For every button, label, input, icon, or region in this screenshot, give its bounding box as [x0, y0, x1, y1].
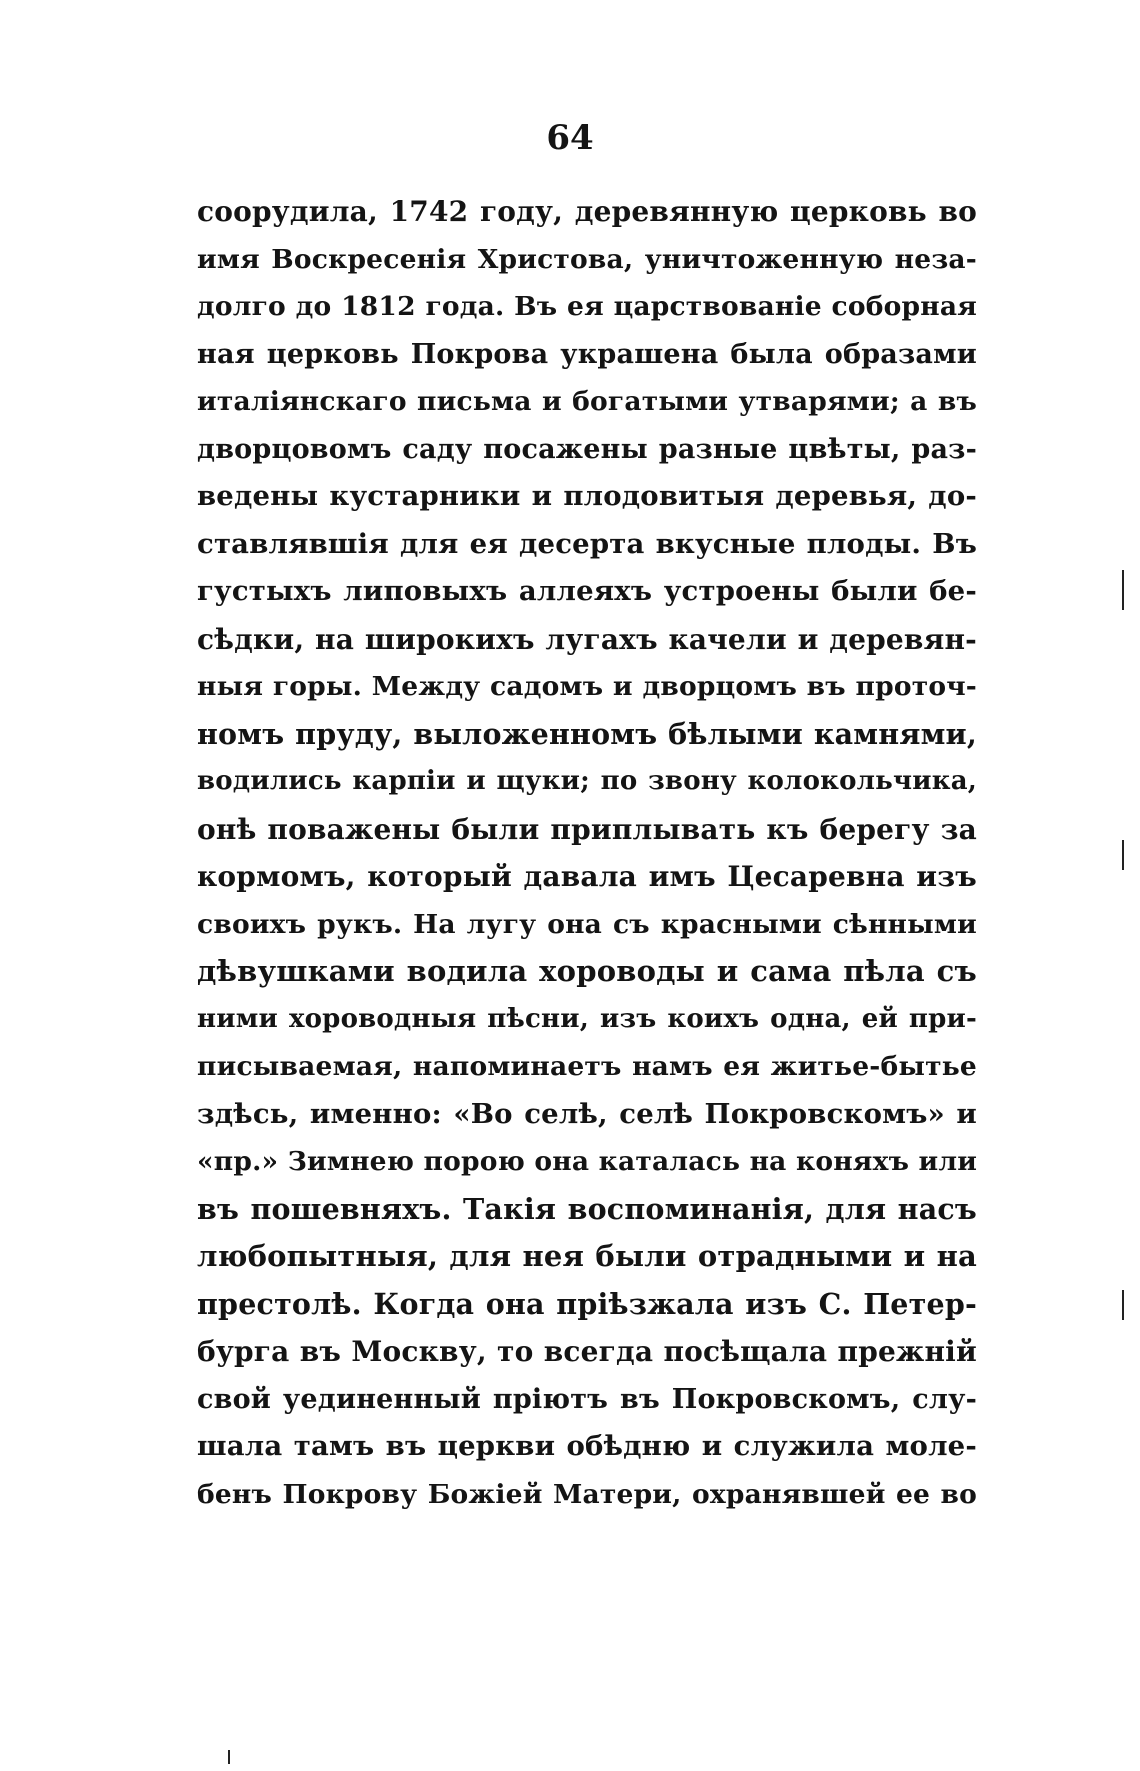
text-line: кормомъ, который давала имъ Цесаревна изъ [197, 860, 977, 893]
text-line: ная церковь Покрова украшена была образами [197, 338, 977, 370]
text-line: свой уединенный пріютъ въ Покровскомъ, слу- [197, 1383, 977, 1415]
text-line: имя Воскресенія Христова, уничтоженную неза- [197, 243, 977, 275]
text-line: долго до 1812 года. Въ ея царствованіе соборная [197, 291, 977, 322]
text-line: шала тамъ въ церкви обѣдню и служила моле- [197, 1430, 977, 1462]
scan-artifact [1122, 840, 1124, 870]
text-line: бенъ Покрову Божіей Матери, охранявшей ее во [197, 1478, 977, 1510]
text-line: ставлявшія для ея десерта вкусные плоды. Въ [197, 527, 977, 560]
text-line: онѣ поважены были приплывать къ берегу за [197, 812, 977, 846]
text-line: любопытныя, для нея были отрадными и на [197, 1239, 977, 1273]
text-line: густыхъ липовыхъ аллеяхъ устроены были бе- [197, 575, 977, 607]
text-line: водились карпіи и щуки; по звону колокольчика, [197, 766, 977, 796]
scan-artifact [228, 1750, 230, 1764]
body-text [197, 188, 977, 1518]
text-line: италіянскаго письма и богатыми утварями; а въ [197, 386, 977, 417]
text-line: дѣвушками водила хороводы и сама пѣла съ [197, 954, 977, 988]
text-line: дворцовомъ саду посажены разные цвѣты, раз- [197, 433, 977, 465]
text-line: престолѣ. Когда она пріѣзжала изъ С. Петер- [197, 1286, 977, 1321]
text-line: бурга въ Москву, то всегда посѣщала прежній [197, 1335, 977, 1368]
text-line: номъ пруду, выложенномъ бѣлыми камнями, [197, 716, 977, 751]
text-line: «пр.» Зимнею порою она каталась на коняхъ или [197, 1146, 978, 1177]
text-line: своихъ рукъ. На лугу она съ красными сѣнными [197, 908, 977, 940]
text-line: въ пошевняхъ. Такія воспоминанія, для насъ [197, 1191, 977, 1226]
text-line: соорудила, 1742 году, деревянную церковь во [197, 195, 977, 228]
text-line: ними хороводныя пѣсни, изъ коихъ одна, ей при- [197, 1003, 977, 1034]
scan-artifact [1122, 570, 1124, 610]
text-line: писываемая, напоминаетъ намъ ея житье-бытье [197, 1051, 977, 1082]
page-number: 64 [546, 118, 594, 158]
text-line: ведены кустарники и плодовитыя деревья, до- [197, 480, 977, 512]
text-line: сѣдки, на широкихъ лугахъ качели и деревян- [197, 622, 977, 656]
text-line: ныя горы. Между садомъ и дворцомъ въ проточ- [197, 671, 977, 702]
scan-artifact [1122, 1290, 1124, 1320]
text-line: здѣсь, именно: «Во селѣ, селѣ Покровскомъ» и [197, 1097, 977, 1130]
